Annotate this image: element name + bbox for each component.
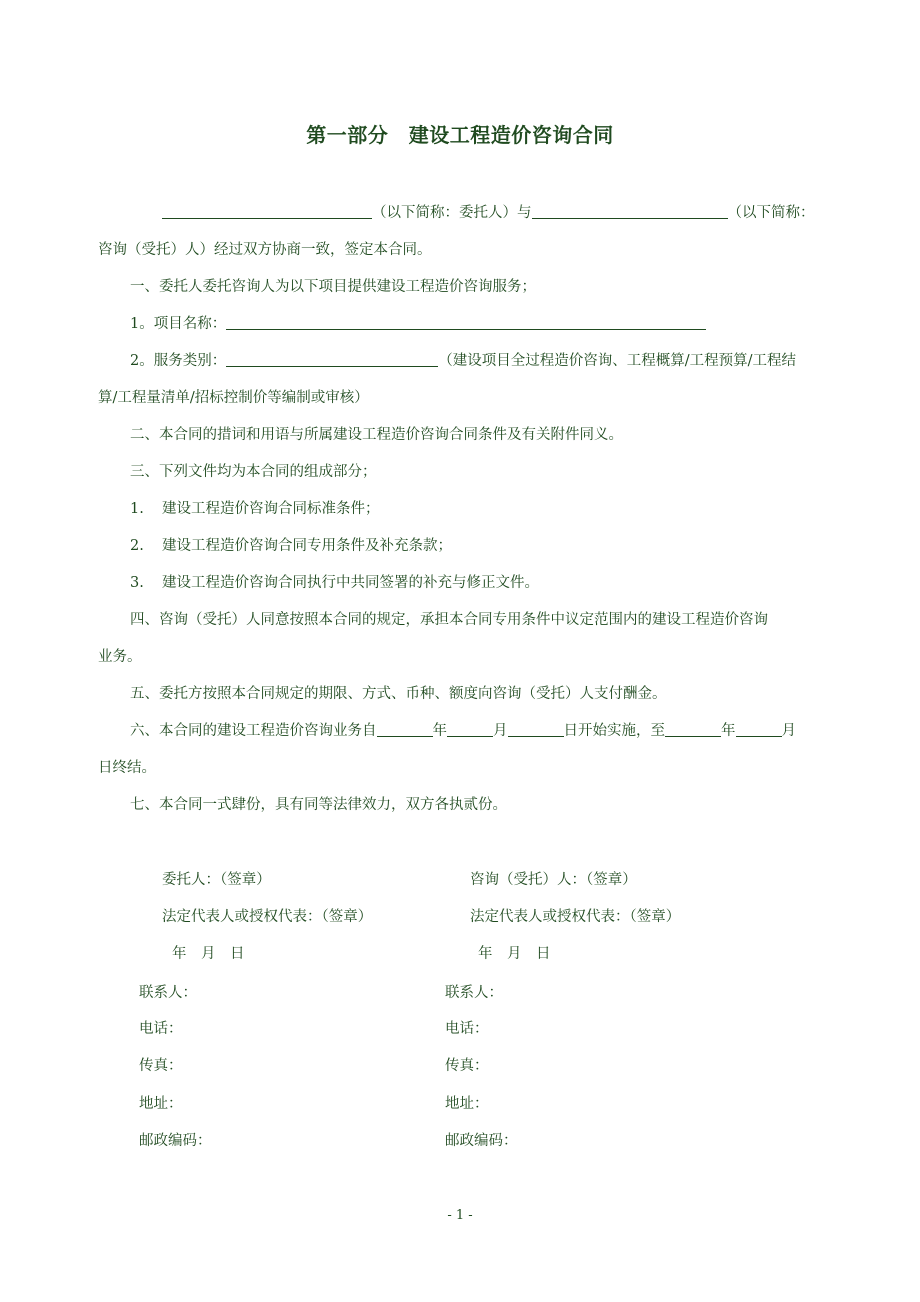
consultant-signature[interactable]: 咨询（受托）人：（签章）: [470, 872, 637, 888]
month-label: 月: [781, 723, 796, 739]
intro-text-2: （以下简称：: [727, 205, 815, 221]
consultant-fax[interactable]: 传真：: [445, 1058, 489, 1074]
clause-1: 一、委托人委托咨询人为以下项目提供建设工程造价咨询服务；: [130, 279, 536, 295]
service-type-blank[interactable]: [226, 350, 438, 367]
client-contact[interactable]: 联系人：: [139, 985, 197, 1001]
doc-item-2: [130, 535, 452, 557]
client-sign-date[interactable]: 年 月 日: [172, 946, 245, 962]
doc-item-3: [130, 572, 539, 594]
page-title: 第一部分 建设工程造价咨询合同: [306, 123, 614, 147]
clause-4-cont: 业务。: [98, 649, 142, 665]
clause-5: 五、委托方按照本合同规定的期限、方式、币种、额度向咨询（受托）人支付酬金。: [130, 686, 667, 702]
clause-2: 二、本合同的措词和用语与所属建设工程造价咨询合同条件及有关附件同义。: [130, 427, 623, 443]
client-rep-signature[interactable]: 法定代表人或授权代表：（签章）: [162, 909, 373, 925]
doc-item-text: 建设工程造价咨询合同执行中共同签署的补充与修正文件。: [162, 575, 539, 591]
year-label: 年: [432, 723, 447, 739]
doc-item-text: 建设工程造价咨询合同标准条件；: [162, 501, 380, 517]
consultant-postcode[interactable]: 邮政编码：: [445, 1133, 518, 1149]
doc-item-number: 2.: [130, 538, 144, 554]
item-project-name: [130, 313, 706, 335]
intro-line-2: 咨询（受托）人）经过双方协商一致，签定本合同。: [98, 242, 432, 258]
clause-3: 三、下列文件均为本合同的组成部分；: [130, 464, 377, 480]
year-label: 年: [721, 723, 736, 739]
end-month-blank[interactable]: [736, 720, 782, 737]
consultant-address[interactable]: 地址：: [445, 1096, 489, 1112]
client-postcode[interactable]: 邮政编码：: [139, 1133, 212, 1149]
client-phone[interactable]: 电话：: [139, 1021, 183, 1037]
clause-6-text: 六、本合同的建设工程造价咨询业务自: [130, 723, 377, 739]
item-service-type: [130, 350, 796, 372]
clause-6-cont: 日终结。: [98, 760, 156, 776]
end-year-blank[interactable]: [665, 720, 721, 737]
start-month-blank[interactable]: [447, 720, 493, 737]
doc-item-text: 建设工程造价咨询合同专用条件及补充条款；: [162, 538, 452, 554]
consultant-sign-date[interactable]: 年 月 日: [478, 946, 551, 962]
project-name-label: 1。项目名称：: [130, 316, 227, 332]
intro-text-1: （以下简称：委托人）与: [372, 205, 532, 221]
clause-7: 七、本合同一式肆份，具有同等法律效力，双方各执贰份。: [130, 797, 507, 813]
doc-item-number: 1.: [130, 501, 144, 517]
client-signature[interactable]: 委托人：（签章）: [162, 872, 271, 888]
service-type-label: 2。服务类别：: [130, 353, 227, 369]
service-type-note: （建设项目全过程造价咨询、工程概算/工程预算/工程结: [438, 353, 797, 369]
clause-6: [130, 720, 796, 742]
consultant-name-blank[interactable]: [532, 202, 728, 219]
page-number: - 1 -: [447, 1208, 473, 1223]
intro-line-1: [162, 202, 815, 224]
doc-item-1: [130, 498, 380, 520]
doc-item-number: 3.: [130, 575, 144, 591]
consultant-contact[interactable]: 联系人：: [445, 985, 503, 1001]
start-year-blank[interactable]: [377, 720, 433, 737]
month-label: 月: [493, 723, 508, 739]
client-name-blank[interactable]: [162, 202, 372, 219]
consultant-rep-signature[interactable]: 法定代表人或授权代表：（签章）: [470, 909, 681, 925]
start-day-blank[interactable]: [508, 720, 564, 737]
consultant-phone[interactable]: 电话：: [445, 1021, 489, 1037]
client-fax[interactable]: 传真：: [139, 1058, 183, 1074]
clause-4: 四、咨询（受托）人同意按照本合同的规定，承担本合同专用条件中议定范围内的建设工程造价咨询: [130, 612, 768, 628]
project-name-blank[interactable]: [226, 313, 706, 330]
day-label: 日开始实施，至: [563, 723, 665, 739]
service-type-note-2: 算/工程量清单/招标控制价等编制或审核）: [98, 390, 369, 406]
client-address[interactable]: 地址：: [139, 1096, 183, 1112]
